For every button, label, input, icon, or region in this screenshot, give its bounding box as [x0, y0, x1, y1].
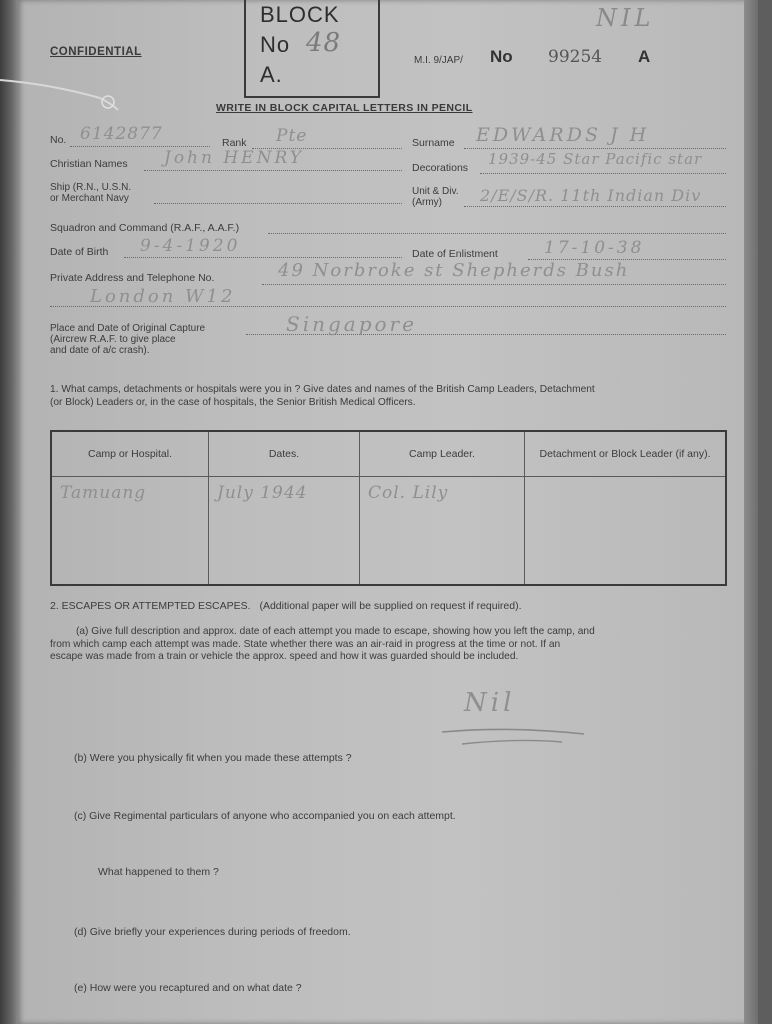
address-value-line1: 49 Norbroke st Shepherds Bush	[278, 260, 630, 281]
section1-question	[50, 384, 595, 409]
squadron-label: Squadron and Command (R.A.F., A.A.F.)	[50, 222, 240, 234]
ship-label	[50, 182, 131, 204]
question-d: (d) Give briefly your experiences during periods of freedom.	[74, 926, 351, 938]
page-right-edge	[744, 0, 758, 1024]
dates-cell: July 1944	[217, 483, 308, 503]
unit-label	[412, 186, 459, 208]
col-dates-header: Dates.	[209, 431, 360, 477]
rank-value: Pte	[276, 126, 308, 146]
section2-title	[50, 600, 522, 612]
table-row	[51, 477, 726, 586]
nil-handwritten-top: NIL	[596, 4, 655, 32]
block-stamp-box	[244, 0, 380, 98]
camps-table	[50, 430, 727, 586]
decorations-value: 1939-45 Star Pacific star	[488, 150, 703, 168]
ship-label-line1: Ship (R.N., U.S.N.	[50, 182, 132, 193]
col-camp-header: Camp or Hospital.	[51, 431, 209, 477]
rank-label: Rank	[222, 137, 247, 149]
leader-cell: Col. Lily	[368, 483, 449, 503]
section1-question-line2: (or Block) Leaders or, in the case of hospitals, the Senior British Medical Officers.	[50, 396, 416, 408]
service-no-label: No.	[50, 134, 67, 146]
block-capitals-instruction: WRITE IN BLOCK CAPITAL LETTERS IN PENCIL	[216, 102, 473, 114]
address-label: Private Address and Telephone No.	[50, 272, 215, 284]
question-c: (c) Give Regimental particulars of anyone who accompanied you on each attempt.	[74, 810, 456, 822]
capture-label	[50, 323, 205, 356]
section1-question-line1: 1. What camps, detachments or hospitals were you in ? Give dates and names of the British Camp Leaders, Detachment	[50, 384, 595, 395]
binding-string	[0, 70, 130, 130]
col-detachment-header: Detachment or Block Leader (if any).	[525, 431, 727, 477]
question-a-line3: escape was made from a train or vehicle the approx. speed and how it was guarded should be included.	[50, 651, 519, 662]
question-a-line1: (a) Give full description and approx. date of each attempt you made to escape, showing how you left the camp, and	[76, 626, 595, 637]
address-value-line2: London W12	[90, 286, 236, 307]
camps-table-header	[51, 431, 726, 477]
capture-label-line3: and date of a/c crash).	[50, 345, 150, 356]
christian-names-value: John HENRY	[164, 148, 304, 168]
form-code: M.I. 9/JAP/	[414, 55, 463, 66]
serial-no-label: No	[490, 47, 513, 66]
escapes-title: 2. ESCAPES OR ATTEMPTED ESCAPES.	[50, 600, 251, 612]
serial-number: 99254	[548, 47, 603, 67]
enlistment-value: 17-10-38	[544, 238, 645, 258]
question-c-sub: What happened to them ?	[98, 866, 219, 878]
camp-cell: Tamuang	[60, 483, 147, 503]
unit-label-line2: (Army)	[412, 197, 442, 208]
decorations-label: Decorations	[412, 162, 469, 174]
surname-value: EDWARDS J H	[476, 124, 650, 146]
enlistment-label: Date of Enlistment	[412, 248, 498, 260]
dob-label: Date of Birth	[50, 246, 109, 258]
nil-underline-strokes	[438, 724, 588, 750]
block-number-handwritten: 48	[306, 28, 342, 58]
binder-edge	[0, 0, 18, 1024]
capture-label-line1: Place and Date of Original Capture	[50, 323, 206, 334]
capture-value: Singapore	[286, 312, 417, 336]
dob-value: 9-4-1920	[140, 236, 241, 256]
block-no-label: No	[260, 32, 291, 57]
col-leader-header: Camp Leader.	[360, 431, 525, 477]
question-b: (b) Were you physically fit when you made these attempts ?	[74, 752, 352, 764]
capture-label-line2: (Aircrew R.A.F. to give place	[50, 334, 176, 345]
unit-value: 2/E/S/R. 11th Indian Div	[480, 186, 702, 205]
serial-suffix: A	[638, 47, 651, 66]
block-label: BLOCK	[260, 2, 340, 27]
question-a	[50, 626, 738, 664]
ship-label-line2: or Merchant Navy	[50, 193, 129, 204]
christian-names-label: Christian Names	[50, 158, 128, 170]
service-no-value: 6142877	[80, 124, 163, 144]
question-e: (e) How were you recaptured and on what date ?	[74, 982, 302, 994]
unit-label-line1: Unit & Div.	[412, 186, 459, 197]
confidential-label: CONFIDENTIAL	[50, 46, 142, 58]
document-page	[18, 0, 758, 1024]
block-letter: A.	[260, 62, 283, 87]
question-a-answer: Nil	[464, 688, 516, 718]
question-a-line2: from which camp each attempt was made. State whether there was an air-raid in progress at the time or not. If an	[50, 638, 561, 650]
surname-label: Surname	[412, 137, 455, 149]
escapes-title-note: (Additional paper will be supplied on request if required).	[259, 600, 522, 612]
